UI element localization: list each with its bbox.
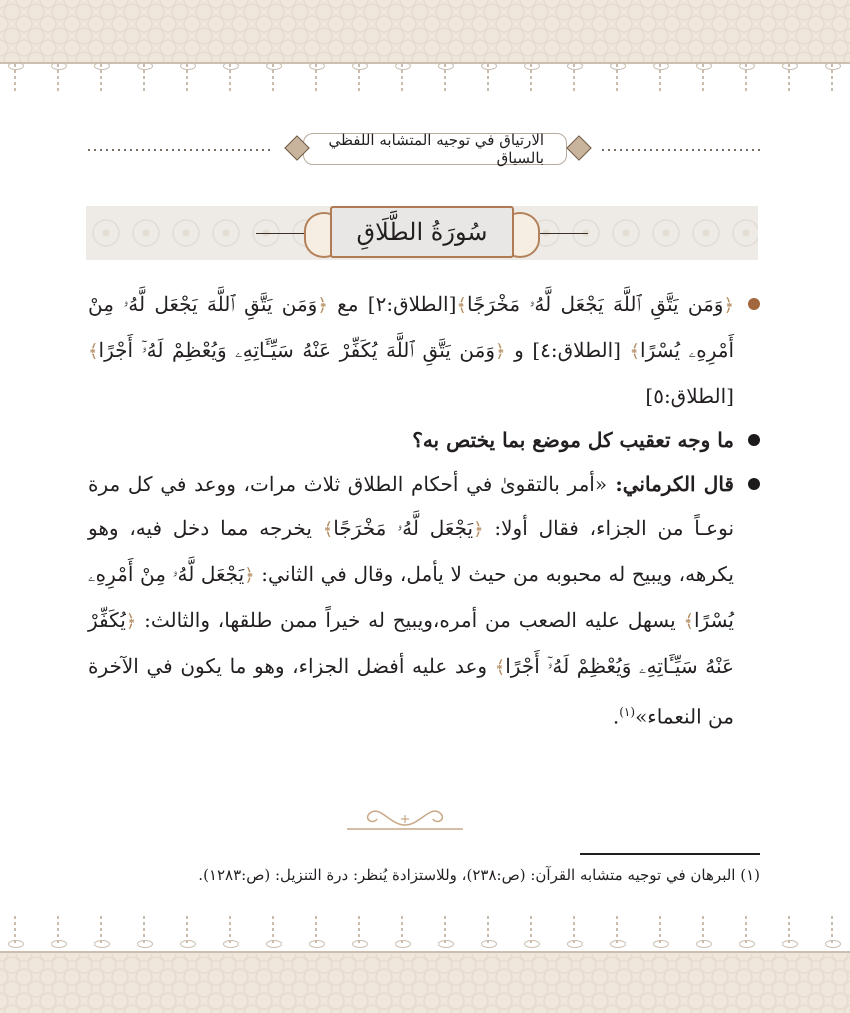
tassel-ornament-icon	[401, 64, 403, 94]
body-text: [الطلاق:٤] و	[505, 338, 630, 362]
tassel-ornament-icon	[14, 916, 16, 946]
tassel-ornament-icon	[573, 64, 575, 94]
tassel-ornament-icon	[444, 64, 446, 94]
body-text: [الطلاق:٥]	[645, 384, 734, 408]
tassel-ornament-icon	[616, 916, 618, 946]
tassel-ornament-icon	[272, 64, 274, 94]
bottom-decorative-band	[0, 951, 850, 1013]
tassel-ornament-icon	[702, 64, 704, 94]
quran-bracket-open-icon: ﴿	[473, 519, 484, 540]
tassel-ornament-icon	[14, 64, 16, 94]
bullet-item	[88, 282, 760, 418]
quran-bracket-close-icon: ﴾	[322, 519, 334, 540]
tassel-ornament-icon	[143, 64, 145, 94]
quran-verse: يَجْعَل لَّهُۥ مِنْ أَمْرِهِۦ يُسْرًا	[88, 562, 734, 632]
tassel-ornament-icon	[57, 916, 59, 946]
body-text: يسهل عليه الصعب من أمره،ويبيح له خيراً ممن طلقها، والثالث:	[136, 608, 684, 632]
body-text: ما وجه تعقيب كل موضع بما يختص به؟	[412, 428, 734, 452]
quran-verse: وَمَن يَتَّقِ ٱللَّهَ يُكَفِّرْ عَنْهُ سَيِّـَٔاتِهِۦ وَيُعْظِمْ لَهُۥٓ أَجْرًا	[98, 338, 495, 362]
tassel-ornament-icon	[57, 64, 59, 94]
tassel-ornament-icon	[788, 64, 790, 94]
tassel-ornament-icon	[358, 64, 360, 94]
tassel-ornament-icon	[272, 916, 274, 946]
quran-bracket-open-icon: ﴿	[125, 611, 137, 632]
tassel-ornament-icon	[315, 64, 317, 94]
quran-bracket-open-icon: ﴿	[244, 565, 255, 586]
tassel-ornament-icon	[659, 916, 661, 946]
bullet-icon	[748, 478, 760, 490]
quran-bracket-close-icon: ﴾	[456, 295, 467, 316]
footnote: (١) البرهان في توجيه متشابه القرآن: (ص:٢٣٨)، وللاستزادة يُنظر: درة التنزيل: (ص:١٢٨٣).	[198, 866, 760, 884]
quran-bracket-close-icon: ﴾	[629, 341, 641, 362]
tassel-ornament-icon	[315, 916, 317, 946]
main-text	[88, 282, 760, 739]
dotted-rule-left	[85, 149, 270, 151]
running-header-title: الارتياق في توجيه المتشابه اللفظي بالسياق	[303, 133, 567, 165]
top-tassel-row	[0, 64, 850, 98]
tassel-ornament-icon	[444, 916, 446, 946]
top-decorative-band	[0, 0, 850, 64]
tassel-ornament-icon	[401, 916, 403, 946]
running-header-frame	[285, 130, 585, 168]
quran-bracket-close-icon: ﴾	[683, 611, 694, 632]
body-text: .	[612, 704, 620, 729]
tassel-ornament-icon	[143, 916, 145, 946]
body-text: قال الكرماني:	[607, 472, 734, 496]
bullet-item	[88, 418, 760, 462]
quran-verse: يُكَفِّرْ عَنْهُ سَيِّـَٔاتِهِۦ وَيُعْظِمْ لَهُۥٓ أَجْرًا	[88, 608, 734, 678]
body-text: يخرجه مما دخل فيه، وهو يكرهه، ويبيح له محبوبه من حيث لا يأمل، وقال في الثاني:	[88, 516, 734, 586]
surah-banner	[86, 206, 758, 260]
ornament-icon	[567, 134, 585, 164]
ornament-icon	[285, 134, 303, 164]
tassel-ornament-icon	[530, 64, 532, 94]
tassel-ornament-icon	[831, 64, 833, 94]
tassel-ornament-icon	[358, 916, 360, 946]
quran-verse: وَمَن يَتَّقِ ٱللَّهَ يَجْعَل لَّهُۥ مِنْ أَمْرِهِۦ يُسْرًا	[88, 292, 734, 362]
tassel-ornament-icon	[186, 916, 188, 946]
tassel-ornament-icon	[487, 916, 489, 946]
tassel-ornament-icon	[229, 64, 231, 94]
bullet-icon	[748, 434, 760, 446]
tassel-ornament-icon	[100, 64, 102, 94]
dotted-rule-right	[600, 149, 760, 151]
quran-bracket-close-icon: ﴾	[88, 341, 99, 362]
quran-bracket-open-icon: ﴿	[723, 295, 734, 316]
tassel-ornament-icon	[659, 64, 661, 94]
body-text: [الطلاق:٢] مع	[327, 292, 457, 316]
footnote-rule	[580, 853, 760, 855]
quran-bracket-open-icon: ﴿	[317, 295, 328, 316]
quran-bracket-open-icon: ﴿	[494, 341, 506, 362]
quran-bracket-close-icon: ﴾	[494, 657, 506, 678]
tassel-ornament-icon	[186, 64, 188, 94]
tassel-ornament-icon	[745, 916, 747, 946]
quran-verse: يَجْعَل لَّهُۥ مَخْرَجًا	[333, 516, 474, 540]
footnote-ref: (١)	[619, 705, 636, 719]
tassel-ornament-icon	[100, 916, 102, 946]
tassel-ornament-icon	[530, 916, 532, 946]
running-header	[85, 130, 760, 170]
tassel-ornament-icon	[487, 64, 489, 94]
tassel-ornament-icon	[229, 916, 231, 946]
tassel-ornament-icon	[745, 64, 747, 94]
surah-title: سُورَةُ الطَّلَاقِ	[330, 206, 514, 258]
tassel-ornament-icon	[573, 916, 575, 946]
end-ornament-icon	[345, 795, 465, 835]
tassel-ornament-icon	[831, 916, 833, 946]
tassel-ornament-icon	[616, 64, 618, 94]
body-text: «أمر بالتقوىٰ في أحكام الطلاق ثلاث مرات، ووعد في كل مرة نوعـاً من الجزاء، فقال أولا:	[88, 472, 735, 540]
body-text: وعد عليه أفضل الجزاء، وهو ما يكون في الآخرة من النعماء»	[88, 654, 734, 729]
quran-verse: وَمَن يَتَّقِ ٱللَّهَ يَجْعَل لَّهُۥ مَخْرَجًا	[466, 292, 724, 316]
tassel-ornament-icon	[702, 916, 704, 946]
bullet-icon	[748, 298, 760, 310]
bottom-tassel-row	[0, 916, 850, 950]
tassel-ornament-icon	[788, 916, 790, 946]
bullet-item	[88, 462, 760, 739]
